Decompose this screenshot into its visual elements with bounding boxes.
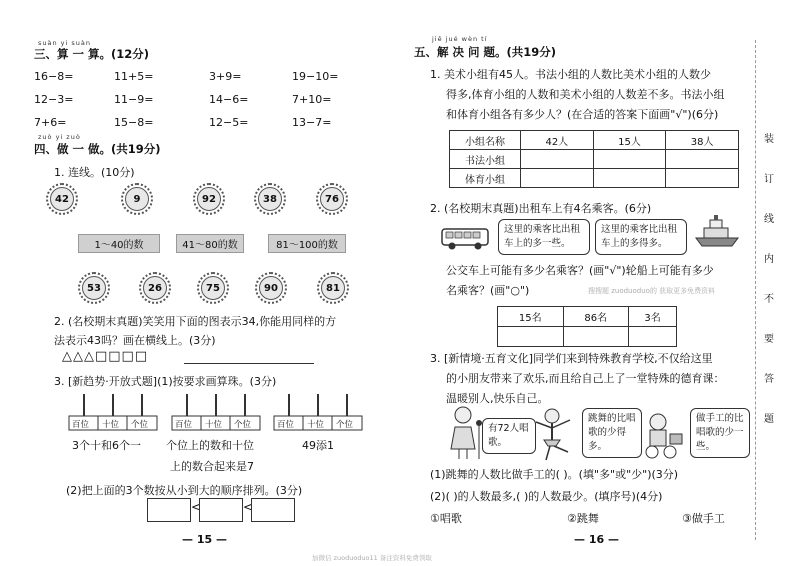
pinyin: suàn yi suàn <box>38 39 92 47</box>
craft-kid-icon <box>640 410 686 460</box>
option-dancing: ②跳舞 <box>567 512 599 525</box>
answer-cell[interactable] <box>666 150 739 169</box>
bus-speech-bubble: 这里的乘客比出租车上的多一些。 <box>498 219 590 255</box>
pinyin: jiě jué wèn tí <box>432 35 488 43</box>
singing-girl-icon <box>447 405 485 461</box>
problem-1-line3: 和体育小组各有多少人？(在合适的答案下面画"√")(6分) <box>446 108 719 121</box>
abacus-2-caption-2: 上的数合起来是7 <box>170 460 254 473</box>
calc-problem[interactable]: 15−8= <box>114 116 154 129</box>
answer-line[interactable] <box>184 363 314 364</box>
answer-cell[interactable] <box>563 327 629 347</box>
question-3: 3. [新趋势·开放式题](1)按要求画算珠。(3分) <box>54 375 277 388</box>
section-4-title: 四、做 一 做。(共19分) <box>34 142 161 156</box>
ship-speech-bubble: 这里的乘客比出租车上的多得多。 <box>595 219 687 255</box>
ones-label: 个位 <box>336 420 354 430</box>
tens-label: 十位 <box>307 420 325 430</box>
question-1: 1. 连线。(10分) <box>54 166 135 179</box>
abacus-3[interactable] <box>272 390 364 432</box>
option-cell[interactable]: 3名 <box>629 307 677 327</box>
range-box[interactable]: 81～100的数 <box>268 234 346 253</box>
table-header: 42人 <box>521 131 594 150</box>
section-3-title: 三、算 一 算。(12分) <box>34 47 150 61</box>
range-box[interactable]: 1～40的数 <box>78 234 160 253</box>
problem-2: 2. (名校期末真题)出租车上有4名乘客。(6分) <box>430 202 652 215</box>
answer-cell[interactable] <box>521 169 594 188</box>
binding-char: 订 <box>764 174 774 185</box>
calc-problem[interactable]: 12−3= <box>34 93 74 106</box>
row-label: 书法小组 <box>450 150 521 169</box>
question-3-part2: (2)把上面的3个数按从小到大的顺序排列。(3分) <box>66 484 303 497</box>
tens-label: 十位 <box>102 420 120 430</box>
calc-problem[interactable]: 7+6= <box>34 116 67 129</box>
less-than-sign: < <box>243 500 254 514</box>
ship-icon <box>692 214 742 250</box>
bus-icon <box>440 226 492 252</box>
order-box-2[interactable] <box>199 498 243 522</box>
problem-3-line2: 的小朋友带来了欢乐,而且给自己上了一堂特殊的德育课： <box>446 372 725 385</box>
table-header: 小组名称 <box>450 131 521 150</box>
shape-representation: △△△□□□□ <box>62 349 149 364</box>
abacus-1-caption: 3个十和6个一 <box>72 439 141 452</box>
answer-cell[interactable] <box>498 327 564 347</box>
page-number-left: — 15 — <box>182 533 227 546</box>
option-singing: ①唱歌 <box>430 512 462 525</box>
singing-bubble: 有72人唱歌。 <box>482 418 536 454</box>
problem-3-line1: 3. [新情境·五育文化]同学们来到特殊教育学校,不仅给这里 <box>430 352 713 365</box>
table-header: 15人 <box>593 131 666 150</box>
answer-cell[interactable] <box>593 169 666 188</box>
binding-char: 线 <box>764 214 774 225</box>
hundreds-label: 百位 <box>277 420 295 430</box>
calc-problem[interactable]: 16−8= <box>34 70 74 83</box>
answer-cell[interactable] <box>521 150 594 169</box>
answer-cell[interactable] <box>629 327 677 347</box>
option-cell[interactable]: 15名 <box>498 307 564 327</box>
problem-3-question-1: (1)跳舞的人数比做手工的( )。(填"多"或"少")(3分) <box>430 468 679 481</box>
section-5-title: 五、解 决 问 题。(共19分) <box>414 45 557 59</box>
number-flower[interactable]: 53 <box>78 272 110 304</box>
abacus-2[interactable] <box>170 390 262 432</box>
watermark: 搜搜题 zuoduoduo的 获取更多免费资料 <box>588 287 716 295</box>
order-box-1[interactable] <box>147 498 191 522</box>
dancing-bubble: 跳舞的比唱歌的少得多。 <box>582 408 642 458</box>
abacus-2-caption-1: 个位上的数和十位 <box>166 439 254 452</box>
calc-problem[interactable]: 7+10= <box>292 93 332 106</box>
answer-cell[interactable] <box>593 150 666 169</box>
calc-problem[interactable]: 14−6= <box>209 93 249 106</box>
group-table <box>449 130 739 188</box>
answer-cell[interactable] <box>666 169 739 188</box>
number-flower[interactable]: 76 <box>316 183 348 215</box>
tens-label: 十位 <box>205 420 223 430</box>
row-label: 体育小组 <box>450 169 521 188</box>
calc-problem[interactable]: 19−10= <box>292 70 339 83</box>
number-flower[interactable]: 38 <box>254 183 286 215</box>
binding-char: 要 <box>764 334 774 345</box>
question-2-line2: 法表示43吗？画在横线上。(3分) <box>54 334 216 347</box>
craft-bubble: 做手工的比唱歌的少一些。 <box>690 408 750 458</box>
number-flower[interactable]: 81 <box>317 272 349 304</box>
page-number-right: — 16 — <box>574 533 619 546</box>
calc-problem[interactable]: 11+5= <box>114 70 154 83</box>
number-flower[interactable]: 26 <box>139 272 171 304</box>
number-flower[interactable]: 90 <box>255 272 287 304</box>
abacus-3-caption: 49添1 <box>302 439 334 452</box>
option-cell[interactable]: 86名 <box>563 307 629 327</box>
problem-3-question-2: (2)( )的人数最多,( )的人数最少。(填序号)(4分) <box>430 490 663 503</box>
binding-char: 答 <box>764 374 774 385</box>
passenger-table <box>497 306 677 347</box>
abacus-1[interactable] <box>67 390 159 432</box>
calc-problem[interactable]: 12−5= <box>209 116 249 129</box>
binding-char: 内 <box>764 254 774 265</box>
less-than-sign: < <box>191 500 202 514</box>
binding-char: 题 <box>764 414 774 425</box>
hundreds-label: 百位 <box>72 420 90 430</box>
binding-line <box>755 40 756 540</box>
problem-2-line2: 公交车上可能有多少名乘客？(画"√")轮船上可能有多少 <box>446 264 714 277</box>
question-2-line1: 2. (名校期末真题)笑笑用下面的图表示34,你能用同样的方 <box>54 315 337 328</box>
binding-char: 装 <box>764 134 774 145</box>
binding-char: 不 <box>764 294 774 305</box>
calc-problem[interactable]: 3+9= <box>209 70 242 83</box>
number-flower[interactable]: 92 <box>193 183 225 215</box>
problem-3-line3: 温暖别人,快乐自己。 <box>446 392 549 405</box>
ones-label: 个位 <box>234 420 252 430</box>
table-header: 38人 <box>666 131 739 150</box>
hundreds-label: 百位 <box>175 420 193 430</box>
calc-problem[interactable]: 11−9= <box>114 93 154 106</box>
ones-label: 个位 <box>131 420 149 430</box>
dancing-girl-icon <box>530 406 576 462</box>
option-crafts: ③做手工 <box>682 512 725 525</box>
footer-watermark: 加微信 zuoduoduo11 备注资料免费领取 <box>312 554 432 562</box>
number-flower[interactable]: 75 <box>197 272 229 304</box>
problem-1-line1: 1. 美术小组有45人。书法小组的人数比美术小组的人数少 <box>430 68 711 81</box>
problem-2-line3: 名乘客？(画"○") <box>446 284 530 297</box>
number-flower[interactable]: 9 <box>121 183 153 215</box>
order-box-3[interactable] <box>251 498 295 522</box>
range-box[interactable]: 41～80的数 <box>176 234 244 253</box>
problem-1-line2: 得多,体育小组的人数和美术小组的人数差不多。书法小组 <box>446 88 725 101</box>
calc-problem[interactable]: 13−7= <box>292 116 332 129</box>
number-flower[interactable]: 42 <box>46 183 78 215</box>
pinyin: zuò yi zuò <box>38 133 81 141</box>
